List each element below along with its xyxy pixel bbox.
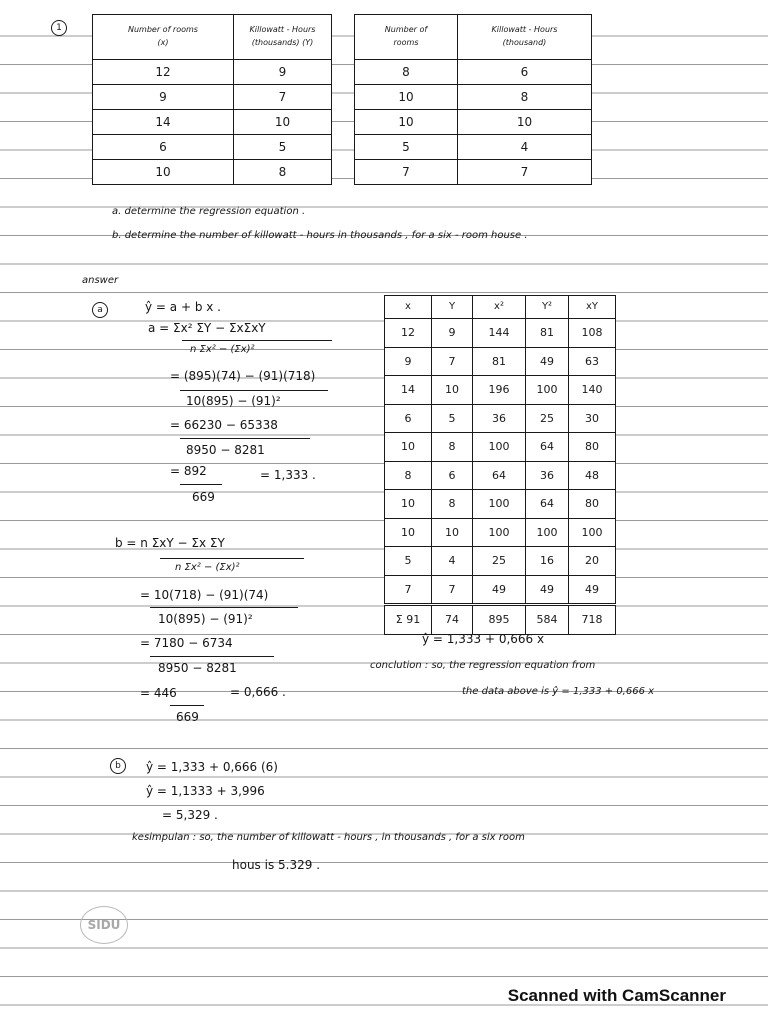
model-equation: ŷ = a + b x . [145,300,221,314]
fraction-bar [180,390,328,391]
question-a: a. determine the regression equation . [112,206,306,217]
fraction-bar [180,438,310,439]
table1-header-y: Killowatt - Hours (thousands) (Y) [234,15,332,60]
part-b-line-2: ŷ = 1,1333 + 3,996 [146,784,265,798]
table-row: 10 8 100 64 80 [385,433,616,462]
table-row: 10 8 [355,85,592,110]
table-row: 10 10 [355,110,592,135]
part-b-line-1: ŷ = 1,333 + 0,666 (6) [146,760,278,774]
problem-number: 1 [51,20,67,36]
table-row: 8 6 64 36 48 [385,461,616,490]
a-result: = 1,333 . [260,468,316,482]
table2-header-x: Number of rooms [355,15,458,60]
table-row: 9 7 [93,85,332,110]
data-table-2 [354,14,592,185]
a-fraction-numerator: = 892 [170,464,207,478]
table-row: 5 4 [355,135,592,160]
fraction-bar [150,607,298,608]
table-row: 6 5 [93,135,332,160]
b-substitution-denominator: 10(895) − (91)² [158,612,253,626]
b-calc-denominator: 8950 − 8281 [158,661,237,675]
table-row: 9 7 81 49 63 [385,347,616,376]
fraction-bar [180,484,222,485]
table-row: 5 4 25 16 20 [385,547,616,576]
part-a-label: a [92,302,108,318]
a-calc-numerator: = 66230 − 65338 [170,418,278,432]
table-row: 7 7 49 49 49 [385,575,616,605]
conclusion-line-2: the data above is ŷ = 1,333 + 0,666 x [462,686,655,697]
table2-header-y: Killowatt - Hours (thousand) [458,15,592,60]
a-fraction-denominator: 669 [192,490,215,504]
column-header: Y² [526,296,569,319]
b-formula-denominator: n Σx² − (Σx)² [175,562,240,573]
b-fraction-numerator: = 446 [140,686,177,700]
table-row: 8 6 [355,60,592,85]
table-row: 7 7 [355,160,592,185]
regression-table [384,295,616,635]
table-row: 12 9 144 81 108 [385,319,616,348]
question-b: b. determine the number of killowatt - hours in thousands , for a six - room house . [112,230,528,241]
sum-row: Σ 91 74 895 584 718 [385,605,616,635]
column-header: xY [569,296,616,319]
a-calc-denominator: 8950 − 8281 [186,443,265,457]
b-formula-numerator: b = n ΣxY − Σx ΣY [115,536,225,550]
a-substitution-numerator: = (895)(74) − (91)(718) [170,369,316,383]
table-row: 14 10 196 100 140 [385,376,616,405]
part-b-conclusion-2: hous is 5.329 . [232,858,321,872]
part-b-label: b [110,758,126,774]
fraction-bar [150,656,274,657]
data-table-1 [92,14,332,185]
b-fraction-denominator: 669 [176,710,199,724]
b-substitution-numerator: = 10(718) − (91)(74) [140,588,269,602]
b-calc-numerator: = 7180 − 6734 [140,636,233,650]
table-row: 14 10 [93,110,332,135]
a-substitution-denominator: 10(895) − (91)² [186,394,281,408]
conclusion-line-1: conclution : so, the regression equation from [370,660,596,671]
table-row: 6 5 36 25 30 [385,404,616,433]
fraction-bar [170,705,204,706]
table-row: 10 10 100 100 100 [385,518,616,547]
column-header: Y [432,296,473,319]
part-b-conclusion-1: kesimpulan : so, the number of killowatt - hours , in thousands , for a six room [132,832,525,843]
table1-header-x: Number of rooms (x) [93,15,234,60]
scanner-watermark: Scanned with CamScanner [507,986,726,1005]
table-row: 10 8 [93,160,332,185]
sigma-symbol: Σ [395,613,403,627]
column-header: x² [473,296,526,319]
fraction-bar [182,340,332,341]
answer-label: answer [82,275,119,286]
regression-equation: ŷ = 1,333 + 0,666 x [422,632,545,646]
part-b-line-3: = 5,329 . [162,808,218,822]
column-header: x [385,296,432,319]
b-result: = 0,666 . [230,685,286,699]
a-formula-denominator: n Σx² − (Σx)² [190,344,255,355]
a-formula-numerator: a = Σx² ΣY − ΣxΣxY [148,321,266,335]
table-row: 12 9 [93,60,332,85]
fraction-bar [160,558,304,559]
stamp-logo: SIDU [80,906,128,944]
table-row: 10 8 100 64 80 [385,490,616,519]
